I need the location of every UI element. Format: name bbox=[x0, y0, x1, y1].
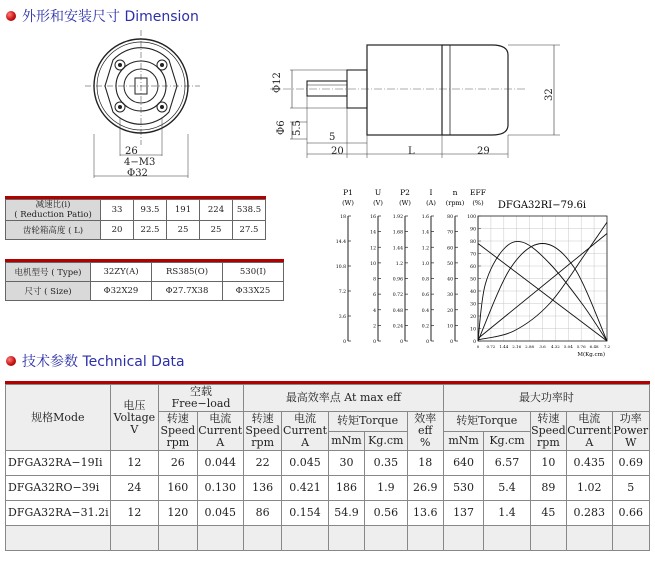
axis-tick-label: 0.2 bbox=[421, 324, 429, 330]
header-mnm: mNm bbox=[328, 431, 364, 451]
header-speed: 转速 Speed rpm bbox=[245, 412, 280, 449]
x-tick-label: 1.44 bbox=[499, 344, 509, 349]
technical-heading-text: 技术参数 Technical Data bbox=[22, 354, 185, 370]
axis-tick-label: 7.2 bbox=[338, 290, 346, 295]
header-voltage: 电压 Voltage V bbox=[110, 385, 158, 451]
motor-type-cell: 530(I) bbox=[223, 263, 284, 282]
header-max-eff: 最高效率点 At max eff bbox=[243, 385, 443, 412]
axis-tick-label: 10 bbox=[470, 327, 476, 333]
table-cell: 30 bbox=[328, 451, 364, 476]
gearbox-height-label: 齿轮箱高度 ( L) bbox=[6, 221, 101, 240]
axis-tick-label: 0.8 bbox=[421, 277, 429, 283]
axis-name-u: U bbox=[374, 188, 382, 197]
header-speed: 转速 Speed rpm bbox=[531, 412, 566, 449]
table-cell: 160 bbox=[159, 476, 197, 501]
table-cell: 22 bbox=[243, 451, 281, 476]
axis-tick-label: 50 bbox=[447, 261, 453, 267]
axis-tick-label: 70 bbox=[447, 230, 453, 236]
axis-tick-label: 1.92 bbox=[392, 215, 403, 220]
header-max-power: 最大功率时 bbox=[443, 385, 649, 412]
axis-tick-label: 0.4 bbox=[421, 308, 429, 314]
gearbox-height-cell: 27.5 bbox=[233, 221, 266, 240]
table-row bbox=[6, 476, 650, 501]
gearbox-height-cell: 25 bbox=[167, 221, 200, 240]
axis-tick-label: 0.6 bbox=[421, 293, 429, 299]
axis-tick-label: 16 bbox=[370, 215, 376, 220]
technical-table bbox=[5, 381, 650, 551]
ratio-row bbox=[6, 200, 266, 221]
axis-tick-label: 70 bbox=[470, 252, 476, 258]
axis-tick-label: 14.4 bbox=[335, 240, 346, 245]
ratio-cell: 33 bbox=[101, 200, 134, 221]
axis-tick-label: 30 bbox=[447, 293, 453, 299]
side-view-drawing bbox=[270, 38, 570, 163]
table-cell: 0.283 bbox=[567, 501, 612, 526]
side-dim-32: 32 bbox=[544, 88, 555, 101]
axis-tick-label: 1.4 bbox=[421, 230, 429, 236]
table-cell: 26 bbox=[159, 451, 197, 476]
motor-size-label: 尺寸 ( Size) bbox=[6, 282, 91, 301]
table-row-empty bbox=[6, 526, 650, 551]
side-dim-phi6: Φ6 bbox=[276, 120, 287, 135]
table-cell: 530 bbox=[443, 476, 483, 501]
table-cell: 10 bbox=[530, 451, 566, 476]
table-cell: 5 bbox=[612, 476, 649, 501]
front-dim-26: 26 bbox=[125, 146, 138, 157]
axis-tick-label: 6 bbox=[373, 293, 376, 299]
axis-tick-label: 10 bbox=[447, 324, 453, 330]
x-tick-label: 2.16 bbox=[512, 344, 522, 349]
table-cell: 12 bbox=[110, 501, 158, 526]
axis-tick-label: 100 bbox=[467, 215, 476, 220]
axis-tick-label: 0.48 bbox=[392, 308, 403, 314]
table-cell: 136 bbox=[243, 476, 281, 501]
motor-size-row bbox=[6, 282, 284, 301]
gearbox-height-cell: 25 bbox=[200, 221, 233, 240]
motor-size-cell: Φ33X25 bbox=[223, 282, 284, 301]
header-speed: 转速 Speed rpm bbox=[160, 412, 196, 449]
table-cell: 0.044 bbox=[197, 451, 243, 476]
side-dim-5: 5 bbox=[329, 132, 336, 143]
model-cell: DFGA32RA−19Ii bbox=[6, 451, 111, 476]
table-cell: 640 bbox=[443, 451, 483, 476]
axis-tick-label: 1.6 bbox=[421, 215, 429, 220]
side-dim-l: L bbox=[408, 146, 415, 157]
model-cell: DFGA32RO−39i bbox=[6, 476, 111, 501]
side-dim-20: 20 bbox=[331, 146, 344, 157]
motor-size-cell: Φ32X29 bbox=[91, 282, 152, 301]
table-cell: 5.4 bbox=[484, 476, 530, 501]
table-cell: 0.435 bbox=[567, 451, 612, 476]
table-cell: 24 bbox=[110, 476, 158, 501]
axis-tick-label: 0 bbox=[426, 340, 429, 345]
gearbox-height-cell: 20 bbox=[101, 221, 134, 240]
axis-name-p2: P2 bbox=[400, 188, 410, 197]
table-cell: 0.154 bbox=[282, 501, 328, 526]
axis-unit-p2: (W) bbox=[399, 199, 411, 207]
motor-size-cell: Φ27.7X38 bbox=[152, 282, 223, 301]
table-cell: 0.35 bbox=[365, 451, 407, 476]
axis-tick-label: 12 bbox=[370, 246, 376, 252]
performance-chart bbox=[330, 186, 620, 360]
chart-title: DFGA32RI−79.6i bbox=[497, 200, 587, 211]
table-cell: 0.045 bbox=[197, 501, 243, 526]
x-tick-label: 3.6 bbox=[539, 344, 546, 349]
x-tick-label: 4.32 bbox=[550, 344, 560, 349]
table-cell: 0.56 bbox=[365, 501, 407, 526]
header-power: 功率 Power W bbox=[613, 412, 649, 449]
axis-tick-label: 10 bbox=[370, 261, 376, 267]
table-cell: 1.9 bbox=[365, 476, 407, 501]
table-cell: 18 bbox=[407, 451, 443, 476]
axis-name-eff: EFF bbox=[470, 188, 486, 197]
header-current: 电流 Current A bbox=[198, 412, 243, 449]
axis-tick-label: 1.0 bbox=[421, 261, 429, 267]
table-cell: 13.6 bbox=[407, 501, 443, 526]
axis-tick-label: 1.68 bbox=[392, 230, 403, 236]
axis-name-i: I bbox=[429, 188, 433, 197]
axis-tick-label: 8 bbox=[373, 277, 376, 283]
header-mnm: mNm bbox=[443, 431, 483, 451]
header-kgcm: Kg.cm bbox=[484, 431, 530, 451]
table-cell: 12 bbox=[110, 451, 158, 476]
ratio-table bbox=[5, 196, 266, 240]
ratio-cell: 191 bbox=[167, 200, 200, 221]
gearbox-height-row bbox=[6, 221, 266, 240]
table-cell: 26.9 bbox=[407, 476, 443, 501]
header-kgcm: Kg.cm bbox=[365, 431, 407, 451]
motor-type-cell: RS385(O) bbox=[152, 263, 223, 282]
header-current: 电流 Current A bbox=[567, 412, 612, 449]
axis-tick-label: 0 bbox=[450, 340, 453, 345]
axis-tick-label: 0.72 bbox=[392, 293, 403, 299]
ratio-cell: 538.5 bbox=[233, 200, 266, 221]
axis-tick-label: 60 bbox=[447, 246, 453, 252]
header-model: 规格Mode bbox=[6, 385, 111, 451]
table-cell: 137 bbox=[443, 501, 483, 526]
table-cell: 0.66 bbox=[612, 501, 649, 526]
motor-table bbox=[5, 259, 284, 301]
axis-tick-label: 1.2 bbox=[395, 261, 403, 267]
table-cell: 54.9 bbox=[328, 501, 364, 526]
axis-tick-label: 1.44 bbox=[392, 246, 403, 252]
header-current: 电流 Current A bbox=[283, 412, 328, 449]
table-cell: 1.02 bbox=[567, 476, 612, 501]
axis-tick-label: 20 bbox=[447, 308, 453, 314]
table-row bbox=[6, 451, 650, 476]
table-cell: 6.57 bbox=[484, 451, 530, 476]
axis-tick-label: 80 bbox=[470, 240, 476, 245]
axis-tick-label: 2 bbox=[373, 324, 376, 330]
motor-type-cell: 32ZY(A) bbox=[91, 263, 152, 282]
x-tick-label: 6.48 bbox=[589, 344, 599, 349]
axis-tick-label: 0.96 bbox=[392, 277, 403, 283]
axis-tick-label: 30 bbox=[470, 302, 476, 308]
ratio-cell: 93.5 bbox=[134, 200, 167, 221]
x-axis-label: M(Kg.cm) bbox=[577, 352, 605, 358]
axis-tick-label: 3.6 bbox=[338, 315, 346, 320]
axis-tick-label: 10.8 bbox=[335, 265, 346, 270]
axis-tick-label: 40 bbox=[470, 290, 476, 295]
header-row-1 bbox=[6, 385, 650, 412]
header-free-load: 空载 Free−load bbox=[159, 385, 244, 412]
ratio-cell: 224 bbox=[200, 200, 233, 221]
axis-tick-label: 80 bbox=[447, 215, 453, 220]
header-torque: 转矩Torque bbox=[443, 412, 530, 432]
table-cell: 89 bbox=[530, 476, 566, 501]
bullet-icon bbox=[6, 11, 16, 21]
x-tick-label: 5.76 bbox=[576, 344, 586, 349]
axis-unit-eff: (%) bbox=[472, 199, 484, 207]
header-eff: 效率 eff % bbox=[407, 412, 443, 451]
table-cell: 0.69 bbox=[612, 451, 649, 476]
axis-tick-label: 90 bbox=[470, 227, 476, 233]
table-cell: 0.045 bbox=[282, 451, 328, 476]
table-cell: 1.4 bbox=[484, 501, 530, 526]
axis-tick-label: 20 bbox=[470, 315, 476, 320]
side-dim-29: 29 bbox=[477, 146, 490, 157]
gearbox-height-cell: 22.5 bbox=[134, 221, 167, 240]
axis-unit-i: (A) bbox=[426, 199, 436, 207]
x-tick-label: 5.04 bbox=[563, 344, 573, 349]
axis-tick-label: 14 bbox=[370, 230, 376, 236]
axis-unit-p1: (W) bbox=[342, 199, 354, 207]
side-dim-5-5: 5.5 bbox=[292, 120, 303, 136]
technical-heading bbox=[6, 351, 185, 371]
front-dim-m3: 4−M3 bbox=[124, 157, 156, 168]
dimension-heading-text: 外形和安装尺寸 Dimension bbox=[22, 9, 199, 25]
axis-tick-label: 50 bbox=[470, 277, 476, 283]
x-tick-label: 0.72 bbox=[486, 344, 496, 349]
axis-tick-label: 18 bbox=[340, 215, 346, 220]
axis-tick-label: 0 bbox=[400, 340, 403, 345]
x-tick-label: 2.88 bbox=[525, 344, 535, 349]
table-cell: 186 bbox=[328, 476, 364, 501]
axis-name-n: n bbox=[452, 188, 458, 197]
axis-unit-u: (V) bbox=[373, 199, 383, 207]
table-cell: 45 bbox=[530, 501, 566, 526]
axis-tick-label: 60 bbox=[470, 265, 476, 270]
axis-tick-label: 40 bbox=[447, 277, 453, 283]
axis-tick-label: 0.24 bbox=[392, 324, 403, 330]
ratio-label: 减速比(i) ( Reduction Patio) bbox=[6, 200, 101, 221]
axis-tick-label: 4 bbox=[373, 308, 376, 314]
x-tick-label: 7.2 bbox=[603, 344, 611, 349]
table-cell: 0.421 bbox=[282, 476, 328, 501]
table-row bbox=[6, 501, 650, 526]
motor-type-label: 电机型号 ( Type) bbox=[6, 263, 91, 282]
bullet-icon bbox=[6, 356, 16, 366]
front-dim-32: Φ32 bbox=[127, 168, 148, 179]
axis-tick-label: 1.2 bbox=[421, 246, 429, 252]
axis-tick-label: 0 bbox=[343, 340, 346, 345]
dimension-heading bbox=[6, 6, 199, 26]
table-cell: 120 bbox=[159, 501, 197, 526]
axis-name-p1: P1 bbox=[343, 188, 353, 197]
motor-type-row bbox=[6, 263, 284, 282]
axis-tick-label: 0 bbox=[473, 340, 476, 345]
table-cell: 86 bbox=[243, 501, 281, 526]
model-cell: DFGA32RA−31.2i bbox=[6, 501, 111, 526]
table-cell: 0.130 bbox=[197, 476, 243, 501]
axis-tick-label: 0 bbox=[373, 340, 376, 345]
header-torque: 转矩Torque bbox=[328, 412, 407, 432]
x-tick-label: 0 bbox=[476, 344, 480, 349]
side-dim-phi12: Φ12 bbox=[272, 72, 283, 93]
axis-unit-n: (rpm) bbox=[445, 199, 465, 207]
